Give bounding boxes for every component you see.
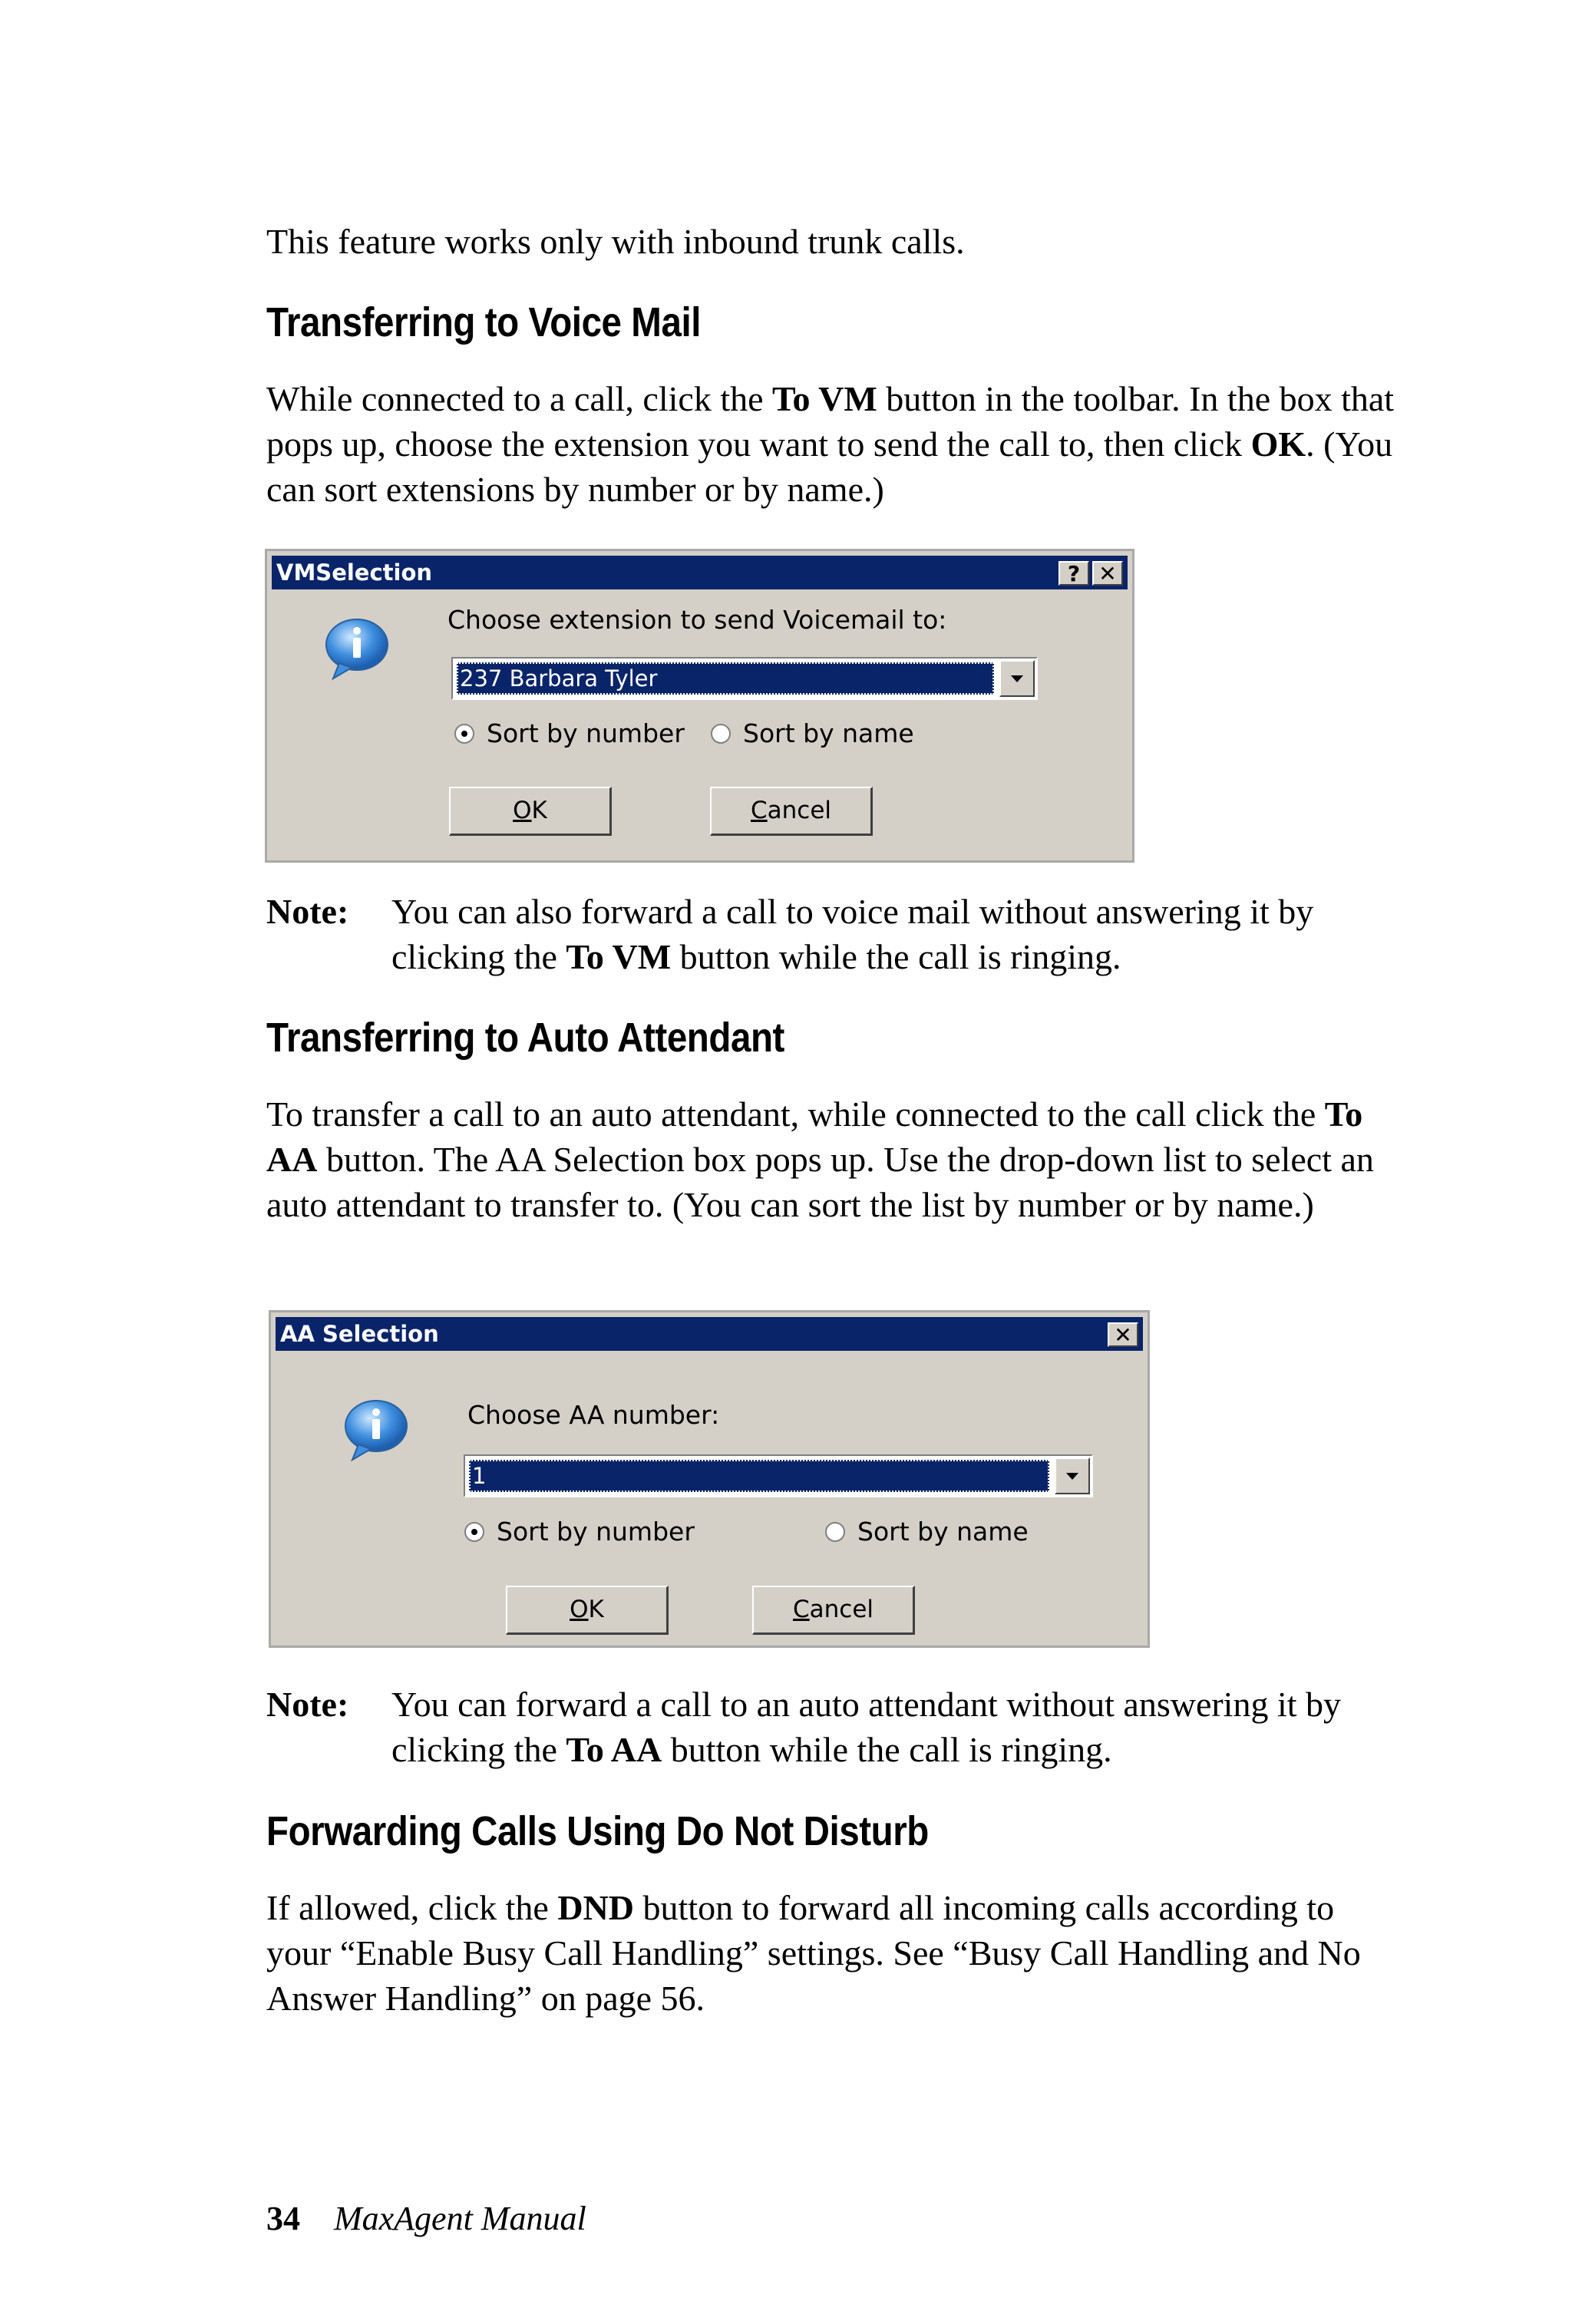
text-run: . (You can sort extensions by number or by name.) xyxy=(266,424,1393,509)
ok-label: K xyxy=(588,1596,604,1623)
bold-to-aa: To AA xyxy=(266,1094,1363,1179)
ok-button[interactable] xyxy=(506,1586,669,1635)
extension-select[interactable] xyxy=(451,657,1038,700)
note-text xyxy=(391,889,1393,979)
selected-extension: 237 Barbara Tyler xyxy=(457,662,994,695)
bold-ok: OK xyxy=(1250,424,1306,464)
sort-by-name-label: Sort by name xyxy=(857,1517,1029,1547)
sort-by-number-label: Sort by number xyxy=(497,1517,695,1547)
page-number: 34 xyxy=(266,2200,300,2237)
ok-label: K xyxy=(531,797,547,824)
bold-to-vm: To VM xyxy=(566,937,672,976)
voice-mail-paragraph xyxy=(266,376,1395,512)
auto-attendant-paragraph xyxy=(266,1091,1395,1227)
ok-mnemonic: O xyxy=(570,1596,589,1623)
close-button[interactable]: ✕ xyxy=(1092,561,1123,586)
cancel-button[interactable] xyxy=(752,1586,915,1635)
text-run: button. The AA Selection box pops up. Use the drop-down list to select an auto attendant to transfer to. (You can sort the list by number or by name.) xyxy=(266,1140,1374,1224)
text-run: button while the call is ringing. xyxy=(671,937,1121,976)
text-run: To transfer a call to an auto attendant, while connected to the call click the xyxy=(266,1094,1325,1134)
cancel-label: ancel xyxy=(767,797,832,824)
bold-dnd: DND xyxy=(557,1888,635,1927)
info-bubble-icon xyxy=(322,614,391,683)
dialog-title: AA Selection xyxy=(280,1321,439,1347)
radio-unchecked-icon xyxy=(711,724,731,744)
info-bubble-icon xyxy=(342,1395,411,1464)
intro-sentence: This feature works only with inbound trunk calls. xyxy=(266,222,965,261)
heading-do-not-disturb: Forwarding Calls Using Do Not Disturb xyxy=(266,1808,929,1854)
dropdown-arrow-icon[interactable] xyxy=(1055,1457,1090,1494)
text-run: If allowed, click the xyxy=(266,1888,558,1927)
heading-voice-mail: Transferring to Voice Mail xyxy=(266,299,701,345)
cancel-label: ancel xyxy=(809,1596,874,1623)
radio-checked-icon xyxy=(464,1522,484,1542)
bold-to-aa: To AA xyxy=(566,1730,662,1769)
text-run: button in the toolbar. In the box that pops up, choose the extension you want to send the call to, then click xyxy=(266,379,1395,464)
aa-selection-dialog xyxy=(269,1310,1150,1648)
manual-title: MaxAgent Manual xyxy=(334,2200,586,2237)
sort-by-number-label: Sort by number xyxy=(487,718,685,748)
aa-number-select[interactable] xyxy=(464,1454,1093,1497)
radio-checked-icon xyxy=(454,724,474,744)
cancel-mnemonic: C xyxy=(792,1596,810,1623)
dialog-title-bar xyxy=(276,1317,1143,1351)
text-run: You can also forward a call to voice mail without answering it by clicking the xyxy=(391,892,1314,976)
dialog-title: VMSelection xyxy=(276,560,433,586)
vm-selection-dialog xyxy=(265,549,1134,863)
text-run: You can forward a call to an auto attendant without answering it by clicking the xyxy=(391,1685,1342,1769)
sort-by-number-radio[interactable] xyxy=(454,718,685,748)
sort-by-name-radio[interactable] xyxy=(825,1517,1029,1547)
ok-mnemonic: O xyxy=(513,797,532,824)
close-button[interactable]: ✕ xyxy=(1108,1322,1138,1347)
text-run: button while the call is ringing. xyxy=(662,1730,1112,1769)
dialog-title-bar xyxy=(272,556,1128,589)
text-run: While connected to a call, click the xyxy=(266,379,773,418)
ok-button[interactable] xyxy=(449,787,612,836)
bold-to-vm: To VM xyxy=(772,379,877,418)
text-run: button to forward all incoming calls according to your “Enable Busy Call Handling” settings. See “Busy Call Handling and No Answer Handling” on page 56. xyxy=(266,1888,1361,2018)
radio-unchecked-icon xyxy=(825,1522,845,1542)
sort-by-name-label: Sort by name xyxy=(743,718,914,748)
cancel-button[interactable] xyxy=(710,787,873,836)
note-text xyxy=(391,1682,1393,1772)
help-button[interactable]: ? xyxy=(1058,561,1089,586)
note-label: Note: xyxy=(266,892,349,931)
note-label: Note: xyxy=(266,1685,349,1724)
cancel-mnemonic: C xyxy=(750,797,768,824)
intro-text xyxy=(266,219,1395,264)
aa-prompt-label: Choose AA number: xyxy=(467,1400,720,1430)
dnd-paragraph xyxy=(266,1885,1395,2021)
sort-by-number-radio[interactable] xyxy=(464,1517,695,1547)
vm-prompt-label: Choose extension to send Voicemail to: xyxy=(447,605,947,635)
sort-by-name-radio[interactable] xyxy=(711,718,914,748)
selected-aa-number: 1 xyxy=(469,1460,1049,1492)
dropdown-arrow-icon[interactable] xyxy=(999,660,1035,697)
heading-auto-attendant: Transferring to Auto Attendant xyxy=(266,1015,784,1061)
